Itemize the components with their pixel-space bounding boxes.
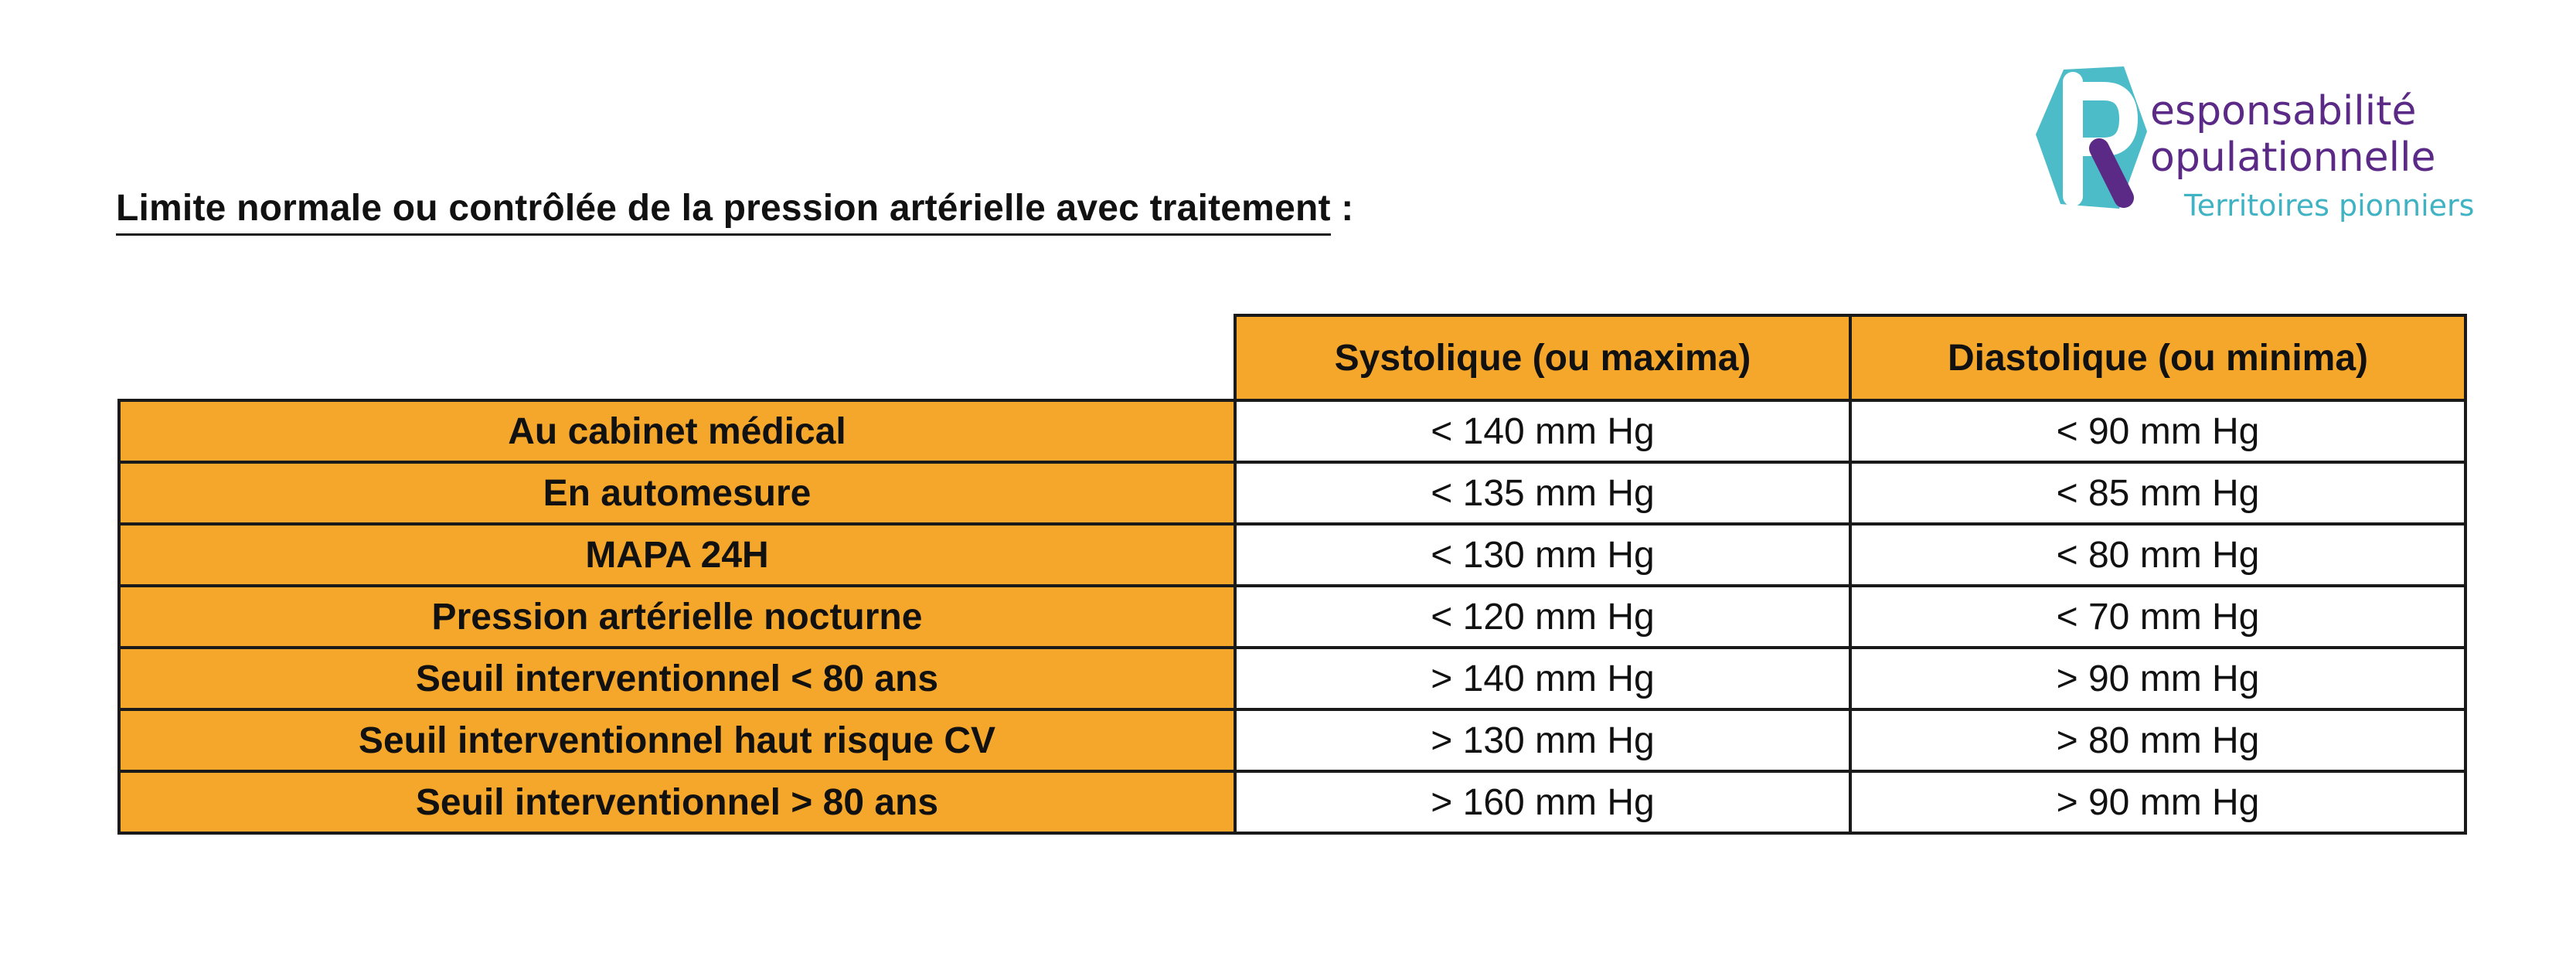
row-label: Seuil interventionnel haut risque CV bbox=[119, 709, 1235, 771]
table-row bbox=[119, 400, 2465, 462]
systolic-value: < 140 mm Hg bbox=[1235, 400, 1850, 462]
page-title-text: Limite normale ou contrôlée de la pression artérielle avec traitement bbox=[116, 188, 1331, 236]
header-diastolic: Diastolique (ou minima) bbox=[1850, 315, 2465, 400]
row-label: Seuil interventionnel < 80 ans bbox=[119, 648, 1235, 709]
row-label: MAPA 24H bbox=[119, 524, 1235, 586]
table-row bbox=[119, 462, 2465, 524]
table-row bbox=[119, 709, 2465, 771]
systolic-value: > 160 mm Hg bbox=[1235, 771, 1850, 833]
logo-text-line3: Territoires pionniers bbox=[2184, 189, 2475, 223]
diastolic-value: < 80 mm Hg bbox=[1850, 524, 2465, 586]
systolic-value: > 140 mm Hg bbox=[1235, 648, 1850, 709]
systolic-value: < 135 mm Hg bbox=[1235, 462, 1850, 524]
logo-text-line1: esponsabilité bbox=[2150, 88, 2417, 134]
row-label: Au cabinet médical bbox=[119, 400, 1235, 462]
blood-pressure-table bbox=[117, 314, 2467, 835]
row-label: Pression artérielle nocturne bbox=[119, 586, 1235, 648]
table-row bbox=[119, 524, 2465, 586]
logo-r-mark-icon bbox=[2033, 60, 2149, 215]
systolic-value: > 130 mm Hg bbox=[1235, 709, 1850, 771]
table-row bbox=[119, 771, 2465, 833]
table-row bbox=[119, 586, 2465, 648]
table-corner-cell bbox=[119, 315, 1235, 400]
responsabilite-populationnelle-logo bbox=[2033, 60, 2481, 230]
page-title bbox=[116, 187, 1353, 230]
diastolic-value: > 80 mm Hg bbox=[1850, 709, 2465, 771]
header-systolic: Systolique (ou maxima) bbox=[1235, 315, 1850, 400]
diastolic-value: < 90 mm Hg bbox=[1850, 400, 2465, 462]
page-title-suffix: : bbox=[1330, 188, 1354, 229]
diastolic-value: > 90 mm Hg bbox=[1850, 648, 2465, 709]
diastolic-value: < 70 mm Hg bbox=[1850, 586, 2465, 648]
diastolic-value: > 90 mm Hg bbox=[1850, 771, 2465, 833]
systolic-value: < 130 mm Hg bbox=[1235, 524, 1850, 586]
table-header-row bbox=[119, 315, 2465, 400]
row-label: En automesure bbox=[119, 462, 1235, 524]
logo-text-line2: opulationnelle bbox=[2150, 134, 2436, 181]
table-row bbox=[119, 648, 2465, 709]
diastolic-value: < 85 mm Hg bbox=[1850, 462, 2465, 524]
row-label: Seuil interventionnel > 80 ans bbox=[119, 771, 1235, 833]
systolic-value: < 120 mm Hg bbox=[1235, 586, 1850, 648]
